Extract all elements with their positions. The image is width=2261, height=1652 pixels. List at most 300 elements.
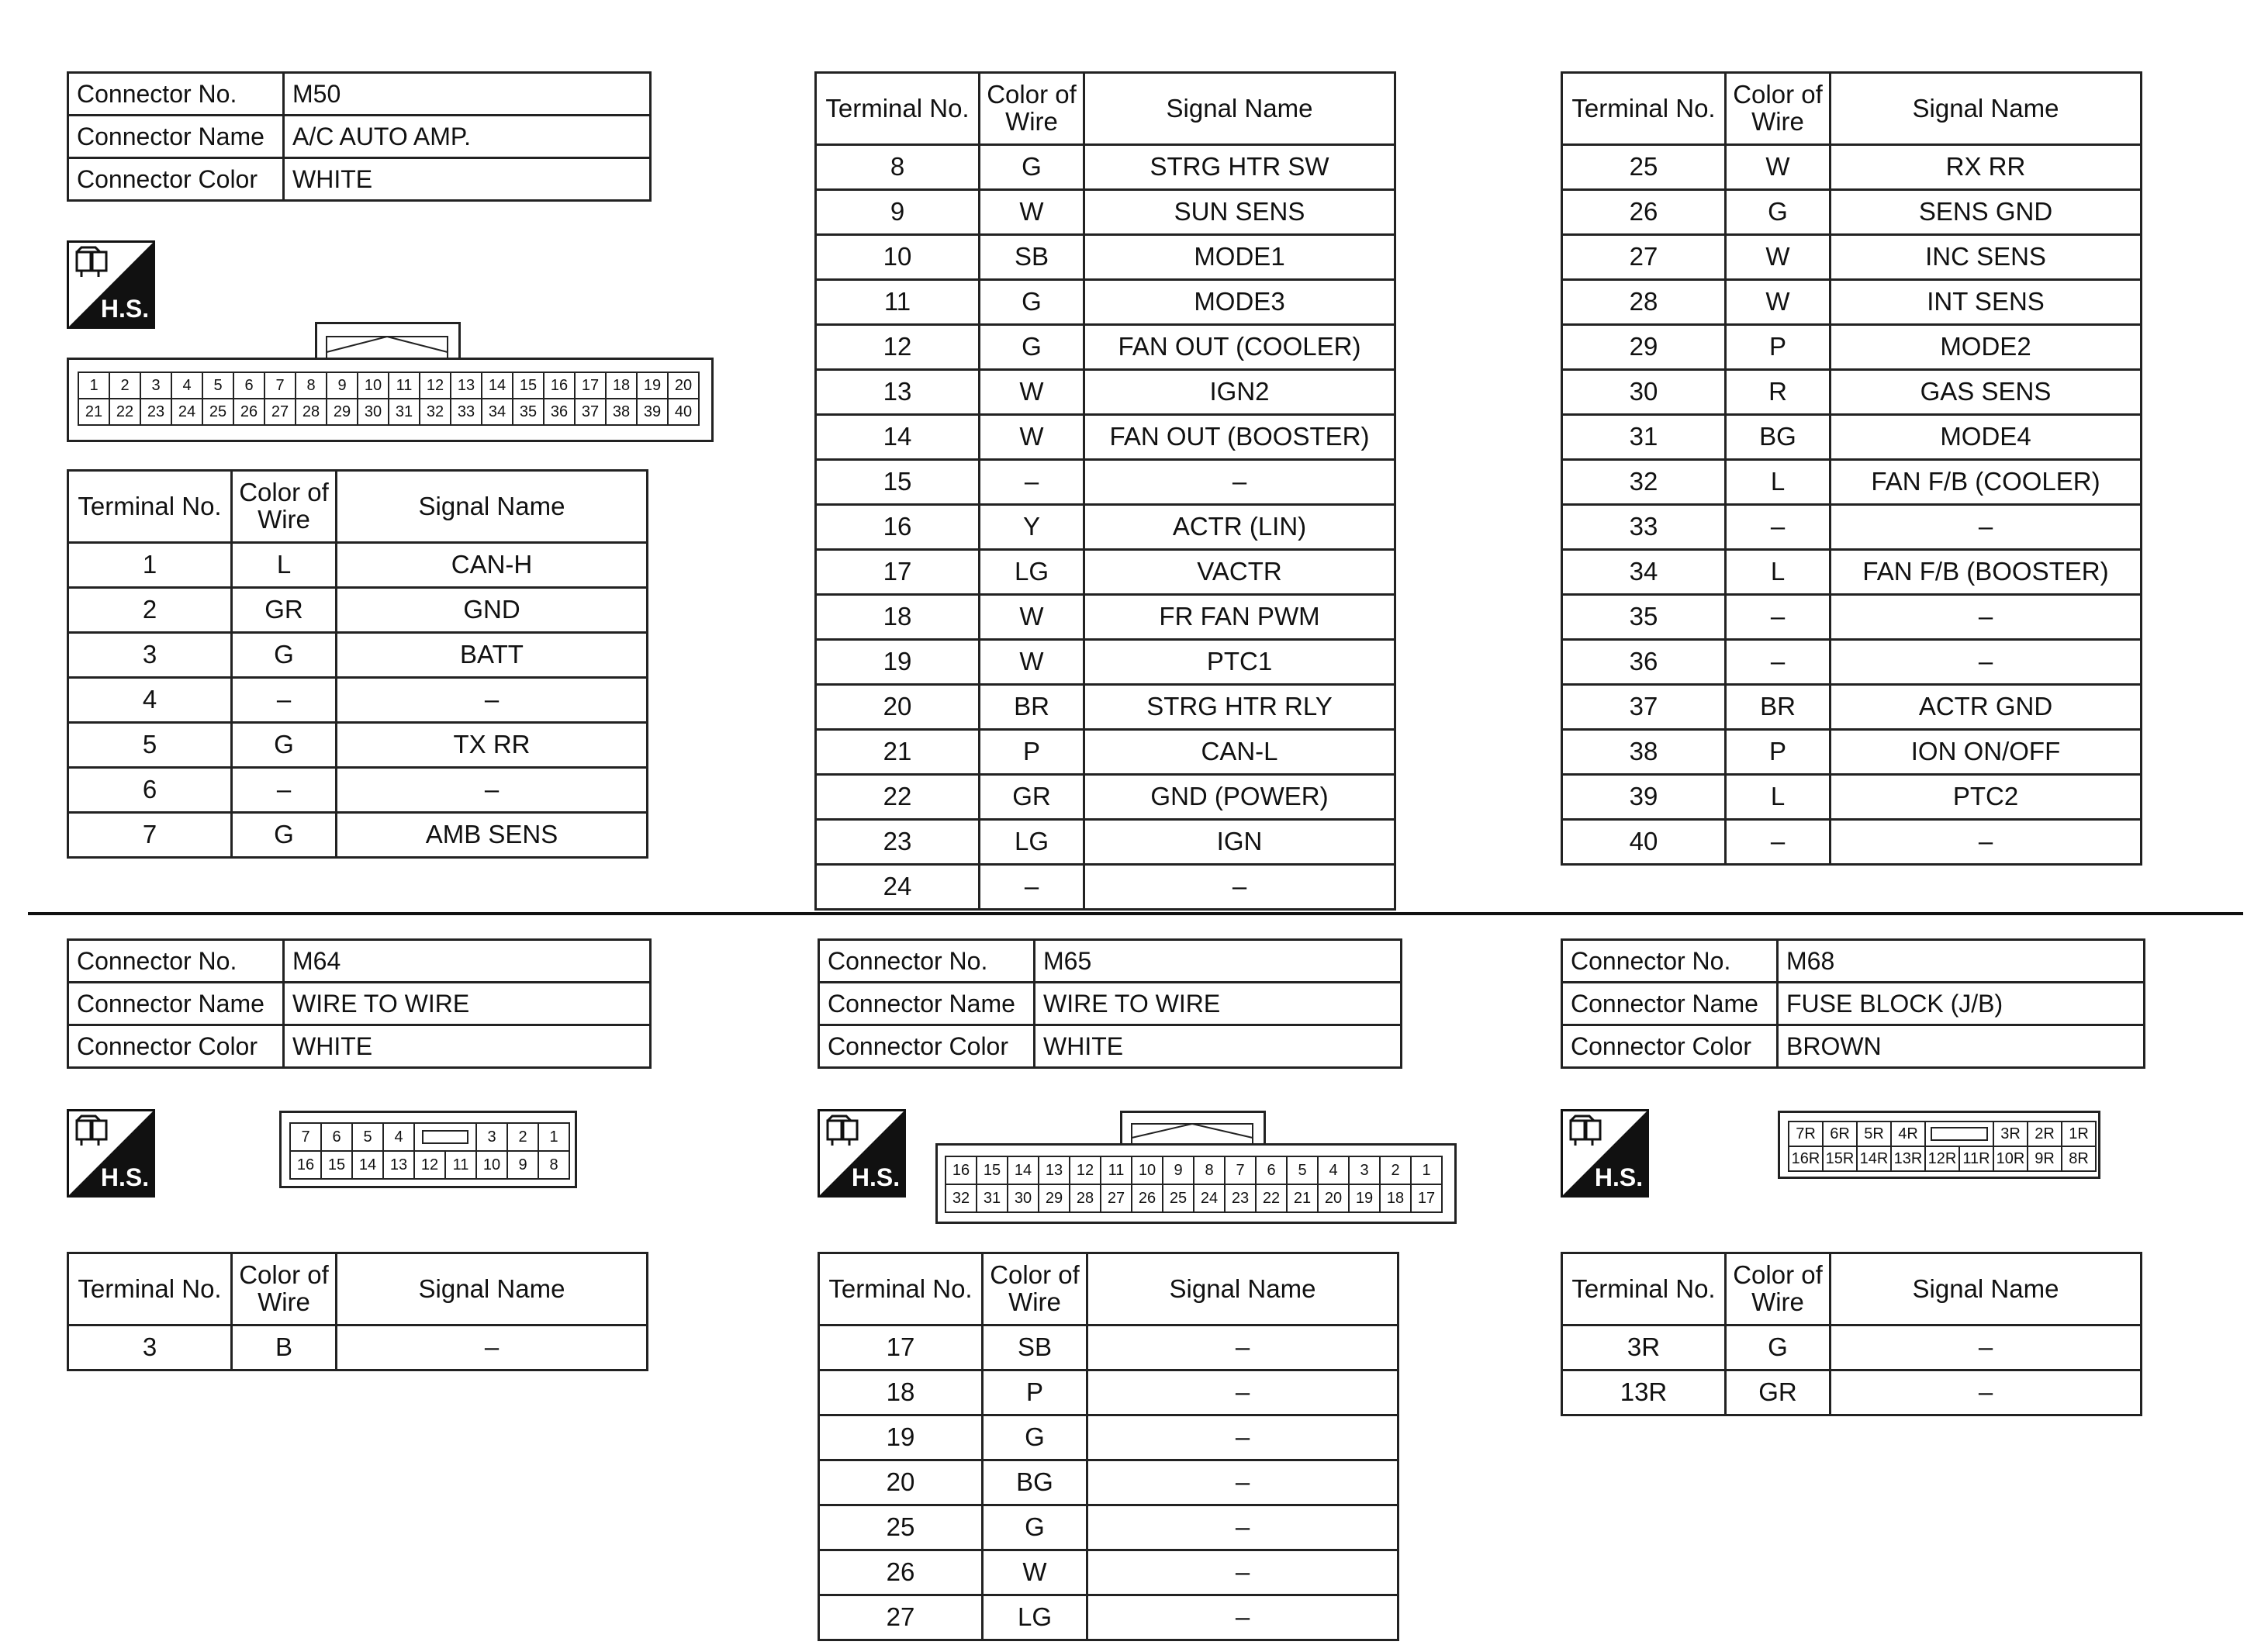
pin-11R: 11R bbox=[1960, 1147, 1994, 1172]
pin-39: 39 bbox=[638, 399, 669, 426]
terminal-no-cell: 12 bbox=[816, 325, 980, 370]
terminal-no-cell: 26 bbox=[1562, 190, 1726, 235]
pin-2: 2 bbox=[110, 373, 141, 399]
signal-name-cell: FAN OUT (COOLER) bbox=[1084, 325, 1395, 370]
pin-4: 4 bbox=[1319, 1157, 1350, 1185]
pin-3: 3 bbox=[477, 1124, 508, 1152]
table-row bbox=[1562, 685, 2142, 730]
table-row bbox=[816, 145, 1395, 190]
terminal-no-cell: 9 bbox=[816, 190, 980, 235]
signal-name-cell: – bbox=[1831, 505, 2142, 550]
wire-color-cell: – bbox=[980, 460, 1084, 505]
pin-8R: 8R bbox=[2062, 1147, 2097, 1172]
terminal-no-cell: 5 bbox=[68, 723, 232, 768]
hs-badge bbox=[67, 1109, 155, 1198]
header-color-of-wire: Color of Wire bbox=[1726, 73, 1831, 145]
terminal-no-cell: 8 bbox=[816, 145, 980, 190]
pin-22: 22 bbox=[1257, 1185, 1288, 1213]
hs-badge-label: H.S. bbox=[1594, 1163, 1644, 1191]
pin-2R: 2R bbox=[2028, 1122, 2062, 1147]
signal-name-cell: – bbox=[1087, 1370, 1398, 1415]
pin-26: 26 bbox=[1132, 1185, 1163, 1213]
signal-name-cell: FR FAN PWM bbox=[1084, 595, 1395, 640]
header-signal-name: Signal Name bbox=[1831, 1253, 2142, 1325]
signal-name-cell: INT SENS bbox=[1831, 280, 2142, 325]
label-connector-color: Connector Color bbox=[68, 1025, 284, 1068]
pin-36: 36 bbox=[545, 399, 576, 426]
connector-diagram-m65 bbox=[935, 1111, 1457, 1224]
terminal-no-cell: 40 bbox=[1562, 820, 1726, 865]
connector-latch bbox=[315, 322, 461, 361]
connector-color: WHITE bbox=[284, 158, 651, 201]
wire-color-cell: L bbox=[1726, 775, 1831, 820]
signal-name-cell: VACTR bbox=[1084, 550, 1395, 595]
signal-name-cell: – bbox=[1831, 1325, 2142, 1370]
pin-6R: 6R bbox=[1824, 1122, 1858, 1147]
pin-10: 10 bbox=[358, 373, 389, 399]
signal-name-cell: – bbox=[337, 678, 648, 723]
table-row bbox=[68, 633, 648, 678]
table-row bbox=[1562, 505, 2142, 550]
terminal-no-cell: 28 bbox=[1562, 280, 1726, 325]
wire-color-cell: G bbox=[232, 633, 337, 678]
signal-name-cell: – bbox=[1087, 1595, 1398, 1640]
wire-color-cell: SB bbox=[980, 235, 1084, 280]
signal-name-cell: GND (POWER) bbox=[1084, 775, 1395, 820]
table-row bbox=[68, 813, 648, 858]
table-row bbox=[68, 1325, 648, 1370]
pin-10R: 10R bbox=[1994, 1147, 2028, 1172]
label-connector-name: Connector Name bbox=[68, 983, 284, 1025]
pin-1: 1 bbox=[79, 373, 110, 399]
header-signal-name: Signal Name bbox=[337, 1253, 648, 1325]
terminal-no-cell: 11 bbox=[816, 280, 980, 325]
table-row bbox=[68, 678, 648, 723]
table-row bbox=[819, 1325, 1398, 1370]
signal-name-cell: – bbox=[1087, 1460, 1398, 1505]
terminal-no-cell: 18 bbox=[816, 595, 980, 640]
pin-9: 9 bbox=[508, 1152, 539, 1180]
wire-color-cell: – bbox=[1726, 595, 1831, 640]
wire-color-cell: G bbox=[1726, 190, 1831, 235]
wire-color-cell: L bbox=[1726, 550, 1831, 595]
wire-color-cell: – bbox=[1726, 640, 1831, 685]
harness-side-connector-icon bbox=[69, 243, 153, 327]
terminal-no-cell: 3R bbox=[1562, 1325, 1726, 1370]
signal-name-cell: MODE2 bbox=[1831, 325, 2142, 370]
pin-14: 14 bbox=[482, 373, 513, 399]
terminal-no-cell: 15 bbox=[816, 460, 980, 505]
table-row bbox=[816, 820, 1395, 865]
pin-12: 12 bbox=[420, 373, 451, 399]
signal-name-cell: CAN-L bbox=[1084, 730, 1395, 775]
pin-16: 16 bbox=[946, 1157, 977, 1185]
terminal-no-cell: 21 bbox=[816, 730, 980, 775]
signal-name-cell: GAS SENS bbox=[1831, 370, 2142, 415]
terminal-no-cell: 25 bbox=[1562, 145, 1726, 190]
wire-color-cell: G bbox=[980, 325, 1084, 370]
pin-8: 8 bbox=[1194, 1157, 1226, 1185]
wire-color-cell: BR bbox=[980, 685, 1084, 730]
signal-name-cell: FAN F/B (COOLER) bbox=[1831, 460, 2142, 505]
hs-badge-label: H.S. bbox=[100, 1163, 150, 1191]
label-connector-color: Connector Color bbox=[68, 158, 284, 201]
pin-7R: 7R bbox=[1789, 1122, 1824, 1147]
table-row bbox=[1562, 370, 2142, 415]
wire-color-cell: BG bbox=[983, 1460, 1087, 1505]
pin-3: 3 bbox=[141, 373, 172, 399]
header-signal-name: Signal Name bbox=[1087, 1253, 1398, 1325]
terminal-table-m50-c bbox=[1561, 71, 2142, 866]
table-row bbox=[819, 1505, 1398, 1550]
table-row bbox=[816, 730, 1395, 775]
pin-18: 18 bbox=[1381, 1185, 1412, 1213]
table-row bbox=[68, 588, 648, 633]
pin-6: 6 bbox=[234, 373, 265, 399]
pin-26: 26 bbox=[234, 399, 265, 426]
hs-badge bbox=[818, 1109, 906, 1198]
terminal-no-cell: 13 bbox=[816, 370, 980, 415]
pin-28: 28 bbox=[296, 399, 327, 426]
pin-13: 13 bbox=[384, 1152, 415, 1180]
pin-20: 20 bbox=[669, 373, 700, 399]
table-row bbox=[1562, 190, 2142, 235]
terminal-no-cell: 39 bbox=[1562, 775, 1726, 820]
connector-no: M68 bbox=[1778, 940, 2145, 983]
terminal-no-cell: 37 bbox=[1562, 685, 1726, 730]
connector-diagram-m64 bbox=[279, 1111, 577, 1188]
pin-18: 18 bbox=[607, 373, 638, 399]
pin-15: 15 bbox=[322, 1152, 353, 1180]
signal-name-cell: BATT bbox=[337, 633, 648, 678]
pin-27: 27 bbox=[265, 399, 296, 426]
table-row bbox=[816, 415, 1395, 460]
wire-color-cell: W bbox=[980, 595, 1084, 640]
terminal-no-cell: 34 bbox=[1562, 550, 1726, 595]
pin-3R: 3R bbox=[1994, 1122, 2028, 1147]
terminal-no-cell: 3 bbox=[68, 633, 232, 678]
pin-19: 19 bbox=[1350, 1185, 1381, 1213]
table-row bbox=[1562, 775, 2142, 820]
signal-name-cell: – bbox=[1831, 640, 2142, 685]
signal-name-cell: GND bbox=[337, 588, 648, 633]
pin-14R: 14R bbox=[1858, 1147, 1892, 1172]
signal-name-cell: MODE4 bbox=[1831, 415, 2142, 460]
pin-32: 32 bbox=[946, 1185, 977, 1213]
label-connector-color: Connector Color bbox=[1562, 1025, 1778, 1068]
terminal-no-cell: 6 bbox=[68, 768, 232, 813]
header-signal-name: Signal Name bbox=[1831, 73, 2142, 145]
pin-17: 17 bbox=[576, 373, 607, 399]
pin-40: 40 bbox=[669, 399, 700, 426]
connector-latch bbox=[1120, 1111, 1266, 1146]
terminal-no-cell: 7 bbox=[68, 813, 232, 858]
signal-name-cell: IGN bbox=[1084, 820, 1395, 865]
signal-name-cell: – bbox=[1831, 595, 2142, 640]
terminal-no-cell: 27 bbox=[819, 1595, 983, 1640]
signal-name-cell: TX RR bbox=[337, 723, 648, 768]
label-connector-name: Connector Name bbox=[68, 116, 284, 158]
pin-37: 37 bbox=[576, 399, 607, 426]
pin-21: 21 bbox=[1288, 1185, 1319, 1213]
label-connector-no: Connector No. bbox=[819, 940, 1035, 983]
connector-no: M65 bbox=[1035, 940, 1402, 983]
signal-name-cell: – bbox=[337, 768, 648, 813]
pin-4: 4 bbox=[384, 1124, 415, 1152]
terminal-no-cell: 30 bbox=[1562, 370, 1726, 415]
wire-color-cell: P bbox=[1726, 325, 1831, 370]
connector-name: WIRE TO WIRE bbox=[284, 983, 651, 1025]
table-row bbox=[816, 370, 1395, 415]
terminal-no-cell: 29 bbox=[1562, 325, 1726, 370]
wire-color-cell: – bbox=[1726, 505, 1831, 550]
signal-name-cell: CAN-H bbox=[337, 543, 648, 588]
table-row bbox=[1562, 595, 2142, 640]
label-connector-name: Connector Name bbox=[819, 983, 1035, 1025]
wire-color-cell: LG bbox=[980, 820, 1084, 865]
table-row bbox=[816, 280, 1395, 325]
pin-9: 9 bbox=[327, 373, 358, 399]
terminal-table-m50-a bbox=[67, 469, 648, 859]
terminal-no-cell: 17 bbox=[816, 550, 980, 595]
table-row bbox=[819, 1550, 1398, 1595]
pin-15: 15 bbox=[513, 373, 545, 399]
pin-5: 5 bbox=[203, 373, 234, 399]
harness-side-connector-icon bbox=[820, 1111, 904, 1195]
pin-2: 2 bbox=[1381, 1157, 1412, 1185]
wire-color-cell: G bbox=[980, 280, 1084, 325]
pin-13: 13 bbox=[1039, 1157, 1070, 1185]
wire-color-cell: L bbox=[1726, 460, 1831, 505]
terminal-no-cell: 33 bbox=[1562, 505, 1726, 550]
terminal-no-cell: 23 bbox=[816, 820, 980, 865]
terminal-no-cell: 1 bbox=[68, 543, 232, 588]
signal-name-cell: AMB SENS bbox=[337, 813, 648, 858]
header-color-of-wire: Color of Wire bbox=[983, 1253, 1087, 1325]
signal-name-cell: – bbox=[1831, 820, 2142, 865]
table-row bbox=[1562, 325, 2142, 370]
pin-15R: 15R bbox=[1824, 1147, 1858, 1172]
wire-color-cell: G bbox=[1726, 1325, 1831, 1370]
wire-color-cell: GR bbox=[232, 588, 337, 633]
terminal-no-cell: 27 bbox=[1562, 235, 1726, 280]
signal-name-cell: SUN SENS bbox=[1084, 190, 1395, 235]
connector-info-m50 bbox=[67, 71, 652, 202]
wire-color-cell: LG bbox=[983, 1595, 1087, 1640]
section-divider bbox=[28, 912, 2243, 915]
terminal-no-cell: 10 bbox=[816, 235, 980, 280]
label-connector-no: Connector No. bbox=[68, 940, 284, 983]
wire-color-cell: Y bbox=[980, 505, 1084, 550]
pin-9R: 9R bbox=[2028, 1147, 2062, 1172]
pin-11: 11 bbox=[389, 373, 420, 399]
wire-color-cell: BG bbox=[1726, 415, 1831, 460]
connector-no: M64 bbox=[284, 940, 651, 983]
pin-8: 8 bbox=[296, 373, 327, 399]
table-row bbox=[816, 325, 1395, 370]
pin-1: 1 bbox=[1412, 1157, 1443, 1185]
terminal-table-m50-b bbox=[814, 71, 1396, 911]
terminal-table-m68 bbox=[1561, 1252, 2142, 1416]
signal-name-cell: PTC1 bbox=[1084, 640, 1395, 685]
pin-27: 27 bbox=[1101, 1185, 1132, 1213]
terminal-no-cell: 19 bbox=[816, 640, 980, 685]
wire-color-cell: – bbox=[980, 865, 1084, 910]
signal-name-cell: MODE1 bbox=[1084, 235, 1395, 280]
terminal-no-cell: 4 bbox=[68, 678, 232, 723]
header-signal-name: Signal Name bbox=[337, 471, 648, 543]
signal-name-cell: MODE3 bbox=[1084, 280, 1395, 325]
wire-color-cell: GR bbox=[1726, 1370, 1831, 1415]
wire-color-cell: G bbox=[983, 1505, 1087, 1550]
signal-name-cell: ACTR GND bbox=[1831, 685, 2142, 730]
pin-6: 6 bbox=[322, 1124, 353, 1152]
terminal-no-cell: 18 bbox=[819, 1370, 983, 1415]
pin-5: 5 bbox=[1288, 1157, 1319, 1185]
pin-25: 25 bbox=[1163, 1185, 1194, 1213]
wire-color-cell: P bbox=[1726, 730, 1831, 775]
connector-name: A/C AUTO AMP. bbox=[284, 116, 651, 158]
wire-color-cell: P bbox=[980, 730, 1084, 775]
terminal-no-cell: 38 bbox=[1562, 730, 1726, 775]
pin-8: 8 bbox=[539, 1152, 570, 1180]
signal-name-cell: – bbox=[337, 1325, 648, 1370]
wire-color-cell: W bbox=[1726, 280, 1831, 325]
table-row bbox=[1562, 1325, 2142, 1370]
pin-4: 4 bbox=[172, 373, 203, 399]
pin-13R: 13R bbox=[1892, 1147, 1926, 1172]
pin-20: 20 bbox=[1319, 1185, 1350, 1213]
label-connector-no: Connector No. bbox=[68, 73, 284, 116]
header-signal-name: Signal Name bbox=[1084, 73, 1395, 145]
table-row bbox=[68, 723, 648, 768]
header-terminal-no: Terminal No. bbox=[68, 471, 232, 543]
pin-33: 33 bbox=[451, 399, 482, 426]
signal-name-cell: SENS GND bbox=[1831, 190, 2142, 235]
hs-badge bbox=[1561, 1109, 1649, 1198]
pin-1R: 1R bbox=[2062, 1122, 2097, 1147]
wire-color-cell: BR bbox=[1726, 685, 1831, 730]
pin-31: 31 bbox=[389, 399, 420, 426]
header-terminal-no: Terminal No. bbox=[68, 1253, 232, 1325]
pin-24: 24 bbox=[1194, 1185, 1226, 1213]
pin-29: 29 bbox=[327, 399, 358, 426]
pin-38: 38 bbox=[607, 399, 638, 426]
pin-21: 21 bbox=[79, 399, 110, 426]
table-row bbox=[816, 595, 1395, 640]
pin-16: 16 bbox=[291, 1152, 322, 1180]
harness-side-connector-icon bbox=[69, 1111, 153, 1195]
wire-color-cell: B bbox=[232, 1325, 337, 1370]
signal-name-cell: ION ON/OFF bbox=[1831, 730, 2142, 775]
wire-color-cell: – bbox=[1726, 820, 1831, 865]
wire-color-cell: W bbox=[1726, 235, 1831, 280]
pin-16: 16 bbox=[545, 373, 576, 399]
table-row bbox=[816, 190, 1395, 235]
hs-badge-label: H.S. bbox=[851, 1163, 901, 1191]
pin-5R: 5R bbox=[1858, 1122, 1892, 1147]
terminal-no-cell: 26 bbox=[819, 1550, 983, 1595]
pin-22: 22 bbox=[110, 399, 141, 426]
connector-color: BROWN bbox=[1778, 1025, 2145, 1068]
pin-3: 3 bbox=[1350, 1157, 1381, 1185]
pin-2: 2 bbox=[508, 1124, 539, 1152]
pin-12: 12 bbox=[415, 1152, 446, 1180]
pin-30: 30 bbox=[1008, 1185, 1039, 1213]
terminal-no-cell: 13R bbox=[1562, 1370, 1726, 1415]
pin-19: 19 bbox=[638, 373, 669, 399]
table-row bbox=[819, 1595, 1398, 1640]
pin-16R: 16R bbox=[1789, 1147, 1824, 1172]
terminal-no-cell: 31 bbox=[1562, 415, 1726, 460]
pin-11: 11 bbox=[1101, 1157, 1132, 1185]
signal-name-cell: PTC2 bbox=[1831, 775, 2142, 820]
table-row bbox=[68, 768, 648, 813]
signal-name-cell: FAN F/B (BOOSTER) bbox=[1831, 550, 2142, 595]
terminal-no-cell: 32 bbox=[1562, 460, 1726, 505]
table-row bbox=[816, 640, 1395, 685]
pin-4R: 4R bbox=[1892, 1122, 1926, 1147]
pin-15: 15 bbox=[977, 1157, 1008, 1185]
pin-17: 17 bbox=[1412, 1185, 1443, 1213]
pin-14: 14 bbox=[1008, 1157, 1039, 1185]
pin-slot bbox=[1926, 1122, 1994, 1147]
terminal-no-cell: 19 bbox=[819, 1415, 983, 1460]
terminal-no-cell: 22 bbox=[816, 775, 980, 820]
wire-color-cell: R bbox=[1726, 370, 1831, 415]
signal-name-cell: INC SENS bbox=[1831, 235, 2142, 280]
wire-color-cell: GR bbox=[980, 775, 1084, 820]
pin-6: 6 bbox=[1257, 1157, 1288, 1185]
connector-name: WIRE TO WIRE bbox=[1035, 983, 1402, 1025]
wire-color-cell: G bbox=[980, 145, 1084, 190]
terminal-no-cell: 20 bbox=[819, 1460, 983, 1505]
table-row bbox=[819, 1415, 1398, 1460]
pin-23: 23 bbox=[141, 399, 172, 426]
hs-badge-label: H.S. bbox=[100, 295, 150, 323]
connector-info-m64 bbox=[67, 938, 652, 1069]
pin-slot bbox=[415, 1124, 477, 1152]
connector-diagram-m50 bbox=[67, 322, 714, 442]
table-row bbox=[816, 505, 1395, 550]
wire-color-cell: W bbox=[980, 640, 1084, 685]
terminal-no-cell: 36 bbox=[1562, 640, 1726, 685]
pin-24: 24 bbox=[172, 399, 203, 426]
pin-7: 7 bbox=[265, 373, 296, 399]
pin-13: 13 bbox=[451, 373, 482, 399]
signal-name-cell: – bbox=[1831, 1370, 2142, 1415]
terminal-no-cell: 24 bbox=[816, 865, 980, 910]
terminal-table-m64 bbox=[67, 1252, 648, 1371]
terminal-no-cell: 17 bbox=[819, 1325, 983, 1370]
pin-11: 11 bbox=[446, 1152, 477, 1180]
connector-info-m68 bbox=[1561, 938, 2145, 1069]
header-terminal-no: Terminal No. bbox=[816, 73, 980, 145]
table-row bbox=[816, 865, 1395, 910]
signal-name-cell: – bbox=[1087, 1505, 1398, 1550]
connector-name: FUSE BLOCK (J/B) bbox=[1778, 983, 2145, 1025]
terminal-no-cell: 35 bbox=[1562, 595, 1726, 640]
table-row bbox=[819, 1370, 1398, 1415]
harness-side-connector-icon bbox=[1563, 1111, 1647, 1195]
terminal-no-cell: 3 bbox=[68, 1325, 232, 1370]
header-terminal-no: Terminal No. bbox=[1562, 73, 1726, 145]
signal-name-cell: IGN2 bbox=[1084, 370, 1395, 415]
terminal-no-cell: 20 bbox=[816, 685, 980, 730]
pin-1: 1 bbox=[539, 1124, 570, 1152]
terminal-table-m65 bbox=[818, 1252, 1399, 1641]
connector-color: WHITE bbox=[284, 1025, 651, 1068]
